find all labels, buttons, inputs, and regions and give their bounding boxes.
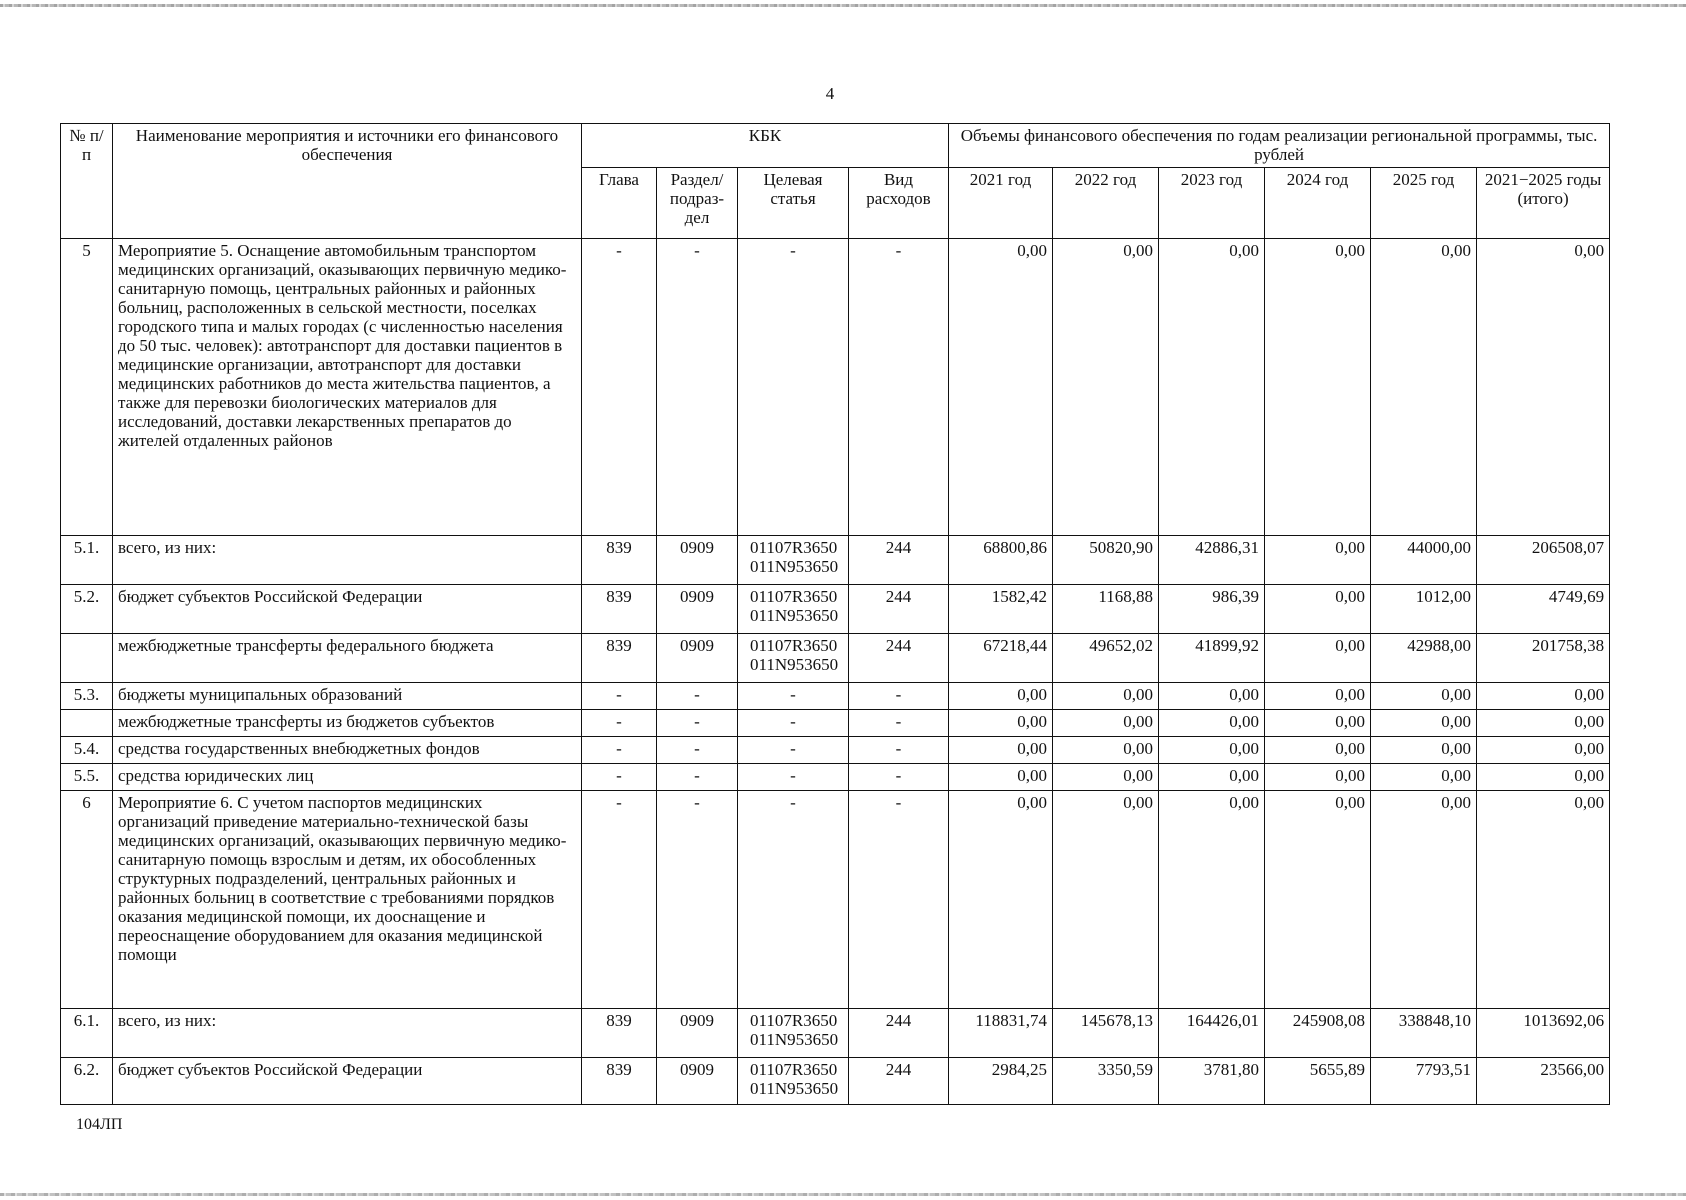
cell-2024: 245908,08 (1265, 1009, 1371, 1058)
cell-2021: 118831,74 (949, 1009, 1053, 1058)
cell-2022: 145678,13 (1053, 1009, 1159, 1058)
cell-2024: 0,00 (1265, 710, 1371, 737)
header-kbk: КБК (582, 124, 949, 168)
cell-glava: 839 (582, 1009, 657, 1058)
table-row (61, 634, 1610, 683)
cell-vid: 244 (849, 536, 949, 585)
cell-2023: 42886,31 (1159, 536, 1265, 585)
cell-2024: 0,00 (1265, 536, 1371, 585)
header-2025: 2025 год (1371, 168, 1477, 239)
cell-2022: 0,00 (1053, 683, 1159, 710)
cell-2023: 0,00 (1159, 683, 1265, 710)
cell-name: всего, из них: (113, 1009, 582, 1058)
cell-2023: 3781,80 (1159, 1058, 1265, 1105)
cell-vid: 244 (849, 1058, 949, 1105)
header-2023: 2023 год (1159, 168, 1265, 239)
financing-table (60, 123, 1610, 1105)
cell-celevaya: - (738, 683, 849, 710)
header-vid: Вид расходов (849, 168, 949, 239)
cell-glava: - (582, 710, 657, 737)
cell-2024: 0,00 (1265, 683, 1371, 710)
cell-2022: 0,00 (1053, 737, 1159, 764)
cell-2022: 49652,02 (1053, 634, 1159, 683)
cell-vid: 244 (849, 634, 949, 683)
cell-num: 6.1. (61, 1009, 113, 1058)
cell-2023: 986,39 (1159, 585, 1265, 634)
cell-2022: 0,00 (1053, 791, 1159, 1009)
cell-celevaya: 01107R3650 011N953650 (738, 1058, 849, 1105)
cell-celevaya: - (738, 239, 849, 536)
table-row (61, 791, 1610, 1009)
scan-edge-bottom (0, 1193, 1686, 1196)
header-num: № п/п (61, 124, 113, 239)
cell-celevaya: 01107R3650 011N953650 (738, 536, 849, 585)
cell-2025: 0,00 (1371, 737, 1477, 764)
cell-2022: 0,00 (1053, 710, 1159, 737)
cell-razdel: 0909 (657, 634, 738, 683)
cell-total: 201758,38 (1477, 634, 1610, 683)
cell-total: 0,00 (1477, 764, 1610, 791)
cell-num: 5.5. (61, 764, 113, 791)
cell-celevaya: 01107R3650 011N953650 (738, 585, 849, 634)
cell-celevaya: 01107R3650 011N953650 (738, 1009, 849, 1058)
cell-glava: - (582, 683, 657, 710)
cell-total: 4749,69 (1477, 585, 1610, 634)
cell-glava: - (582, 239, 657, 536)
cell-vid: 244 (849, 585, 949, 634)
table-row (61, 683, 1610, 710)
document-code: 104ЛП (76, 1116, 123, 1133)
cell-name: всего, из них: (113, 536, 582, 585)
cell-total: 0,00 (1477, 239, 1610, 536)
cell-2024: 0,00 (1265, 585, 1371, 634)
table-row (61, 764, 1610, 791)
cell-2023: 0,00 (1159, 764, 1265, 791)
cell-vid: - (849, 791, 949, 1009)
cell-glava: 839 (582, 585, 657, 634)
cell-2021: 0,00 (949, 791, 1053, 1009)
cell-num: 6.2. (61, 1058, 113, 1105)
cell-2024: 0,00 (1265, 737, 1371, 764)
cell-name: межбюджетные трансферты из бюджетов субъектов (113, 710, 582, 737)
cell-2025: 44000,00 (1371, 536, 1477, 585)
cell-total: 0,00 (1477, 710, 1610, 737)
cell-2024: 0,00 (1265, 764, 1371, 791)
cell-razdel: - (657, 683, 738, 710)
cell-2021: 0,00 (949, 683, 1053, 710)
cell-2023: 164426,01 (1159, 1009, 1265, 1058)
cell-2022: 50820,90 (1053, 536, 1159, 585)
table-row (61, 1058, 1610, 1105)
cell-razdel: - (657, 710, 738, 737)
cell-num (61, 634, 113, 683)
cell-celevaya: - (738, 710, 849, 737)
header-razdel: Раздел/ подраз-дел (657, 168, 738, 239)
cell-2025: 42988,00 (1371, 634, 1477, 683)
cell-num: 5 (61, 239, 113, 536)
table-row (61, 737, 1610, 764)
cell-name: бюджет субъектов Российской Федерации (113, 1058, 582, 1105)
cell-name: бюджет субъектов Российской Федерации (113, 585, 582, 634)
cell-glava: - (582, 737, 657, 764)
cell-razdel: - (657, 239, 738, 536)
cell-2021: 0,00 (949, 710, 1053, 737)
header-2022: 2022 год (1053, 168, 1159, 239)
cell-2022: 0,00 (1053, 764, 1159, 791)
cell-glava: 839 (582, 634, 657, 683)
header-total: 2021−2025 годы (итого) (1477, 168, 1610, 239)
header-name: Наименование мероприятия и источники его финансового обеспечения (113, 124, 582, 239)
scan-edge-top (0, 4, 1686, 7)
cell-name: межбюджетные трансферты федерального бюджета (113, 634, 582, 683)
cell-2024: 0,00 (1265, 634, 1371, 683)
cell-razdel: 0909 (657, 1009, 738, 1058)
cell-razdel: 0909 (657, 536, 738, 585)
cell-2023: 0,00 (1159, 239, 1265, 536)
table-row (61, 536, 1610, 585)
cell-name: бюджеты муниципальных образований (113, 683, 582, 710)
cell-name: Мероприятие 5. Оснащение автомобильным транспортом медицинских организаций, оказывающих первичную медико-санитарную помощь, центральных районных и районных больниц, расположенных в сельской местности, поселках городского типа и малых городах (с численностью населения до 50 тыс. человек): автотранспорт для доставки пациентов в медицинские организации, автотранспорт для доставки медицинских работников до места жительства пациентов, а также для перевозки биологических материалов для исследований, доставки лекарственных препаратов до жителей отдаленных районов (113, 239, 582, 536)
cell-2021: 67218,44 (949, 634, 1053, 683)
cell-2021: 0,00 (949, 239, 1053, 536)
cell-vid: - (849, 710, 949, 737)
cell-2024: 0,00 (1265, 791, 1371, 1009)
cell-total: 23566,00 (1477, 1058, 1610, 1105)
cell-2022: 1168,88 (1053, 585, 1159, 634)
cell-celevaya: - (738, 737, 849, 764)
cell-total: 1013692,06 (1477, 1009, 1610, 1058)
cell-vid: - (849, 239, 949, 536)
table-row (61, 239, 1610, 536)
cell-2021: 2984,25 (949, 1058, 1053, 1105)
cell-razdel: - (657, 764, 738, 791)
cell-total: 206508,07 (1477, 536, 1610, 585)
cell-2022: 3350,59 (1053, 1058, 1159, 1105)
cell-2024: 0,00 (1265, 239, 1371, 536)
cell-glava: 839 (582, 536, 657, 585)
cell-2025: 0,00 (1371, 764, 1477, 791)
cell-vid: - (849, 764, 949, 791)
cell-glava: 839 (582, 1058, 657, 1105)
cell-razdel: 0909 (657, 1058, 738, 1105)
cell-name: Мероприятие 6. С учетом паспортов медицинских организаций приведение материально-технической базы медицинских организаций, оказывающих первичную медико-санитарную помощь взрослым и детям, их обособленных структурных подразделений, центральных районных и районных больниц в соответствие с требованиями порядков оказания медицинской помощи, их дооснащение и переоснащение оборудованием для оказания медицинской помощи (113, 791, 582, 1009)
cell-2021: 1582,42 (949, 585, 1053, 634)
cell-2023: 0,00 (1159, 710, 1265, 737)
cell-celevaya: - (738, 791, 849, 1009)
table-row (61, 585, 1610, 634)
page-number: 4 (825, 84, 835, 103)
cell-total: 0,00 (1477, 737, 1610, 764)
header-volumes: Объемы финансового обеспечения по годам реализации региональной программы, тыс. рублей (949, 124, 1610, 168)
table-row (61, 710, 1610, 737)
cell-name: средства государственных внебюджетных фондов (113, 737, 582, 764)
cell-2024: 5655,89 (1265, 1058, 1371, 1105)
cell-celevaya: - (738, 764, 849, 791)
cell-num: 5.2. (61, 585, 113, 634)
cell-num: 5.3. (61, 683, 113, 710)
header-2021: 2021 год (949, 168, 1053, 239)
cell-vid: - (849, 683, 949, 710)
cell-2025: 0,00 (1371, 791, 1477, 1009)
cell-total: 0,00 (1477, 683, 1610, 710)
cell-2025: 0,00 (1371, 239, 1477, 536)
cell-2021: 0,00 (949, 764, 1053, 791)
header-celevaya: Целевая статья (738, 168, 849, 239)
cell-2025: 1012,00 (1371, 585, 1477, 634)
cell-total: 0,00 (1477, 791, 1610, 1009)
cell-name: средства юридических лиц (113, 764, 582, 791)
header-2024: 2024 год (1265, 168, 1371, 239)
cell-razdel: 0909 (657, 585, 738, 634)
cell-num: 5.4. (61, 737, 113, 764)
cell-razdel: - (657, 791, 738, 1009)
cell-2021: 0,00 (949, 737, 1053, 764)
cell-2021: 68800,86 (949, 536, 1053, 585)
cell-razdel: - (657, 737, 738, 764)
cell-2025: 338848,10 (1371, 1009, 1477, 1058)
cell-celevaya: 01107R3650 011N953650 (738, 634, 849, 683)
cell-2025: 0,00 (1371, 683, 1477, 710)
cell-num: 5.1. (61, 536, 113, 585)
cell-glava: - (582, 791, 657, 1009)
cell-2025: 7793,51 (1371, 1058, 1477, 1105)
cell-2025: 0,00 (1371, 710, 1477, 737)
header-glava: Глава (582, 168, 657, 239)
cell-2023: 0,00 (1159, 737, 1265, 764)
cell-vid: 244 (849, 1009, 949, 1058)
cell-2023: 0,00 (1159, 791, 1265, 1009)
table-row (61, 1009, 1610, 1058)
cell-vid: - (849, 737, 949, 764)
cell-glava: - (582, 764, 657, 791)
cell-2023: 41899,92 (1159, 634, 1265, 683)
cell-num: 6 (61, 791, 113, 1009)
cell-num (61, 710, 113, 737)
cell-2022: 0,00 (1053, 239, 1159, 536)
